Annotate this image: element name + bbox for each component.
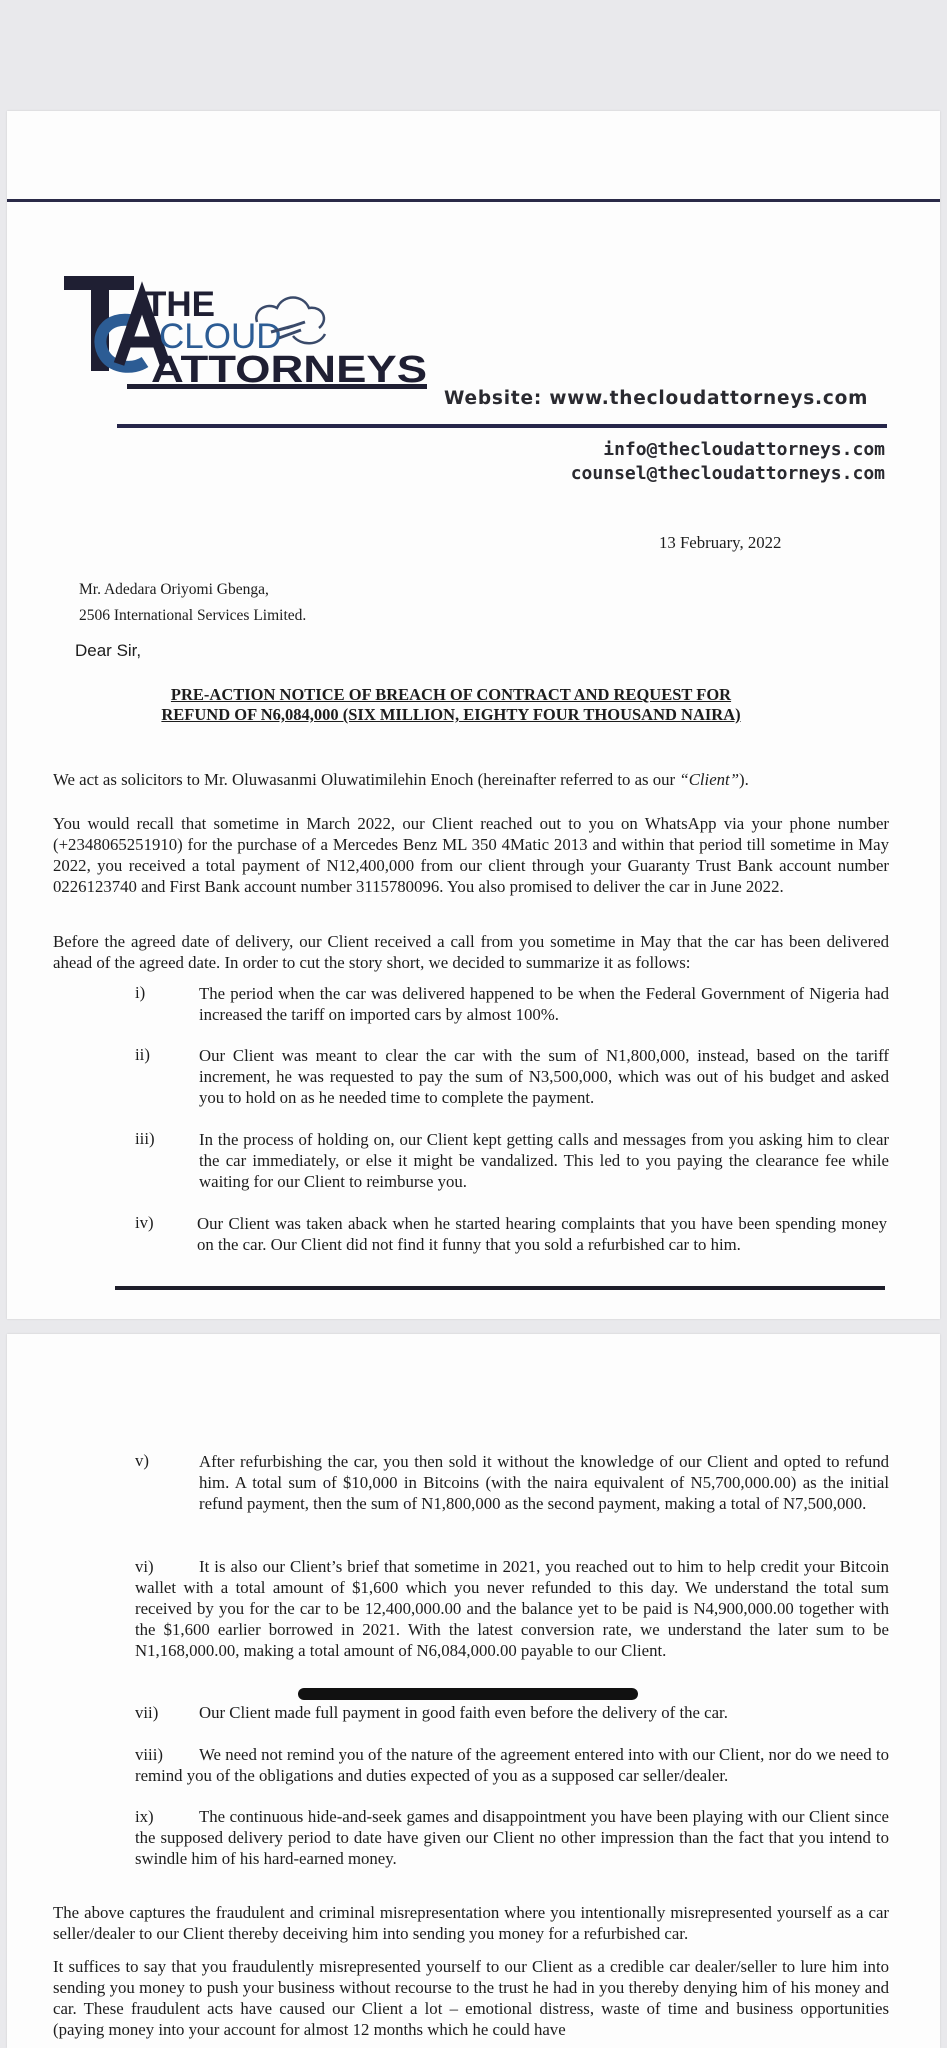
svg-text:CLOUD: CLOUD	[159, 317, 282, 356]
item-vi	[135, 1556, 889, 1661]
letter-date: 13 February, 2022	[659, 533, 782, 552]
item-text: The continuous hide-and-seek games and disappointment you have been playing with our Client since the supposed delivery period to date have given our Client no other impression than the fact that you intend to swindle him of his hard-earned money.	[135, 1807, 889, 1868]
svg-text:THE: THE	[145, 285, 215, 324]
redaction-mark	[298, 1688, 638, 1700]
paragraph-misrepresentation: It suffices to say that you fraudulently misrepresented yourself to our Client as a credible car dealer/seller to lure him into sending you money to push your business without recourse to the trust he had in you thereby denying him of his money and car. These fraudulent acts have caused our Client a lot – emotional distress, waste of time and business opportunities (paying money into your account for almost 12 months which he could have	[53, 1957, 889, 2039]
item-number: ix)	[135, 1807, 154, 1826]
item-text: Our Client was meant to clear the car with the sum of N1,800,000, instead, based on the tariff increment, he was requested to pay the sum of N3,500,000, which was out of his budget and asked you to hold on as he needed time to complete the payment.	[199, 1046, 889, 1107]
intro-end: ).	[739, 770, 749, 789]
item-number: i)	[135, 983, 146, 1002]
email-info: info@thecloudattorneys.com	[603, 439, 885, 460]
item-text: The period when the car was delivered happened to be when the Federal Government of Nigeria had increased the tariff on imported cars by almost 100%.	[199, 984, 889, 1024]
intro-text: We act as solicitors to Mr. Oluwasanmi Oluwatimilehin Enoch (hereinafter referred to as our	[53, 770, 680, 789]
recipient-company: 2506 International Services Limited.	[79, 607, 307, 624]
paragraph-fraud: The above captures the fraudulent and criminal misrepresentation where you intentionally misrepresented yourself as a car seller/dealer to our Client thereby deceiving him into sending you money for a refurbished car.	[53, 1903, 889, 1943]
item-text: Our Client was taken aback when he started hearing complaints that you have been spending money on the car. Our Client did not find it funny that you sold a refurbished car to him.	[197, 1214, 887, 1254]
item-number: ii)	[135, 1045, 150, 1064]
website-text: Website: www.thecloudattorneys.com	[444, 388, 869, 409]
letter-title	[121, 685, 781, 725]
item-ix	[135, 1806, 889, 1869]
letter-page-1	[7, 111, 940, 1319]
salutation: Dear Sir,	[75, 641, 142, 660]
item-text: In the process of holding on, our Client kept getting calls and messages from you asking him to clear the car immediately, or else it might be vandalized. This led to you paying the clearance fee while waiting for our Client to reimburse you.	[199, 1130, 889, 1191]
svg-text:ATTORNEYS: ATTORNEYS	[151, 349, 427, 391]
item-number: iii)	[135, 1129, 155, 1148]
item-viii	[135, 1744, 889, 1786]
item-vii	[135, 1702, 889, 1723]
intro-paragraph	[53, 769, 889, 790]
item-number: v)	[135, 1451, 149, 1470]
item-number: iv)	[135, 1213, 154, 1232]
recipient-name: Mr. Adedara Oriyomi Gbenga,	[79, 581, 269, 598]
item-number: vi)	[135, 1557, 154, 1576]
item-number: vii)	[135, 1703, 159, 1722]
contact-emails	[571, 438, 885, 486]
cloud-attorneys-logo	[57, 276, 437, 406]
letterhead-rule	[117, 424, 887, 428]
item-text: After refurbishing the car, you then sold it without the knowledge of our Client and opted to refund him. A total sum of $10,000 in Bitcoins (with the naira equivalent of N5,700,000.00) as the initial refund payment, then the sum of N1,800,000 as the second payment, making a total of N7,500,000.	[199, 1452, 889, 1513]
paragraph-recall: You would recall that sometime in March 2022, our Client reached out to you on WhatsApp via your phone number (+2348065251910) for the purchase of a Mercedes Benz ML 350 4Matic 2013 and within that period till sometime in May 2022, you received a total payment of N12,400,000 from our client through your Guaranty Trust Bank account number 0226123740 and First Bank account number 3115780096. You also promised to deliver the car in June 2022.	[53, 814, 889, 896]
item-text: Our Client made full payment in good faith even before the delivery of the car.	[199, 1703, 728, 1722]
recipient-address	[79, 577, 306, 629]
email-counsel: counsel@thecloudattorneys.com	[570, 463, 885, 484]
footer-divider	[115, 1286, 885, 1290]
intro-client-term: “Client”	[679, 770, 740, 789]
title-line-2: REFUND OF N6,084,000 (SIX MILLION, EIGHTY FOUR THOUSAND NAIRA)	[161, 705, 741, 724]
item-number: viii)	[135, 1745, 163, 1764]
title-line-1: PRE-ACTION NOTICE OF BREACH OF CONTRACT AND REQUEST FOR	[170, 685, 732, 704]
item-text: It is also our Client’s brief that sometime in 2021, you reached out to him to help credit your Bitcoin wallet with a total amount of $1,600 which you never refunded to this day. We understand the total sum received by you for the car to be 12,400,000.00 and the balance yet to be paid is N4,900,000.00 together with the $1,600 earlier borrowed in 2021. With the latest conversion rate, we understand the later sum to be N1,168,000.00, making a total amount of N6,084,000.00 payable to our Client.	[135, 1557, 889, 1660]
item-text: We need not remind you of the nature of the agreement entered into with our Client, nor do we need to remind you of the obligations and duties expected of you as a supposed car seller/dealer.	[135, 1745, 889, 1785]
paragraph-summary: Before the agreed date of delivery, our Client received a call from you sometime in May that the car has been delivered ahead of the agreed date. In order to cut the story short, we decided to summarize it as follows:	[53, 932, 889, 972]
header-divider	[7, 199, 940, 202]
